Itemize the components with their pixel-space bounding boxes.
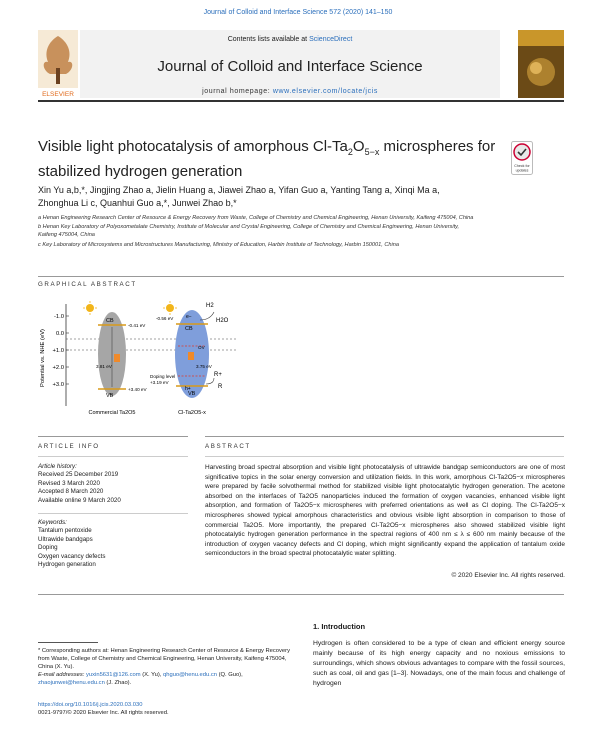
title-subscript: 5−x xyxy=(364,147,380,157)
abstract-rule xyxy=(205,436,564,437)
ga-ov-label: OV xyxy=(198,345,205,350)
email-label: E-mail addresses: xyxy=(38,672,85,678)
keywords-rule xyxy=(38,513,188,514)
ga-y-axis-label: Potential vs. NHE (eV) xyxy=(40,329,46,387)
issn-line: 0021-9797/© 2020 Elsevier Inc. All rights reserved. xyxy=(38,710,169,716)
journal-title: Journal of Colloid and Interface Science xyxy=(157,58,423,75)
keyword: Tantalum pentoxide xyxy=(38,527,92,535)
ga-tick: 0.0 xyxy=(55,331,64,337)
doi-link[interactable]: https://doi.org/10.1016/j.jcis.2020.03.030 xyxy=(38,702,143,708)
footnote-rule xyxy=(38,642,98,643)
keyword: Oxygen vacancy defects xyxy=(38,552,106,560)
svg-text:updates: updates xyxy=(515,168,529,173)
affiliation-c: c Key Laboratory of Microsystems and Microstructures Manufacturing, Ministry of Education, Harbin Institute of Technology, Harbin 150001, China xyxy=(38,242,399,248)
ga-photon-icon-left xyxy=(114,354,120,362)
ga-photon-icon-right xyxy=(188,352,194,360)
footnote-block xyxy=(38,647,300,687)
ga-h2-label: H2 xyxy=(206,303,214,309)
ga-tick: +1.0 xyxy=(52,348,64,354)
title-subscript: 2 xyxy=(347,147,353,157)
ga-gap-right: 3.75 eV xyxy=(196,364,212,369)
email-owner: (Q. Guo), xyxy=(216,672,243,678)
ga-r-plus-label: R+ xyxy=(214,372,222,378)
history-revised: Revised 3 March 2020 xyxy=(38,479,100,487)
abstract-subrule xyxy=(205,456,564,457)
abstract-heading: ABSTRACT xyxy=(205,443,251,450)
ga-vb-left: VB xyxy=(106,393,114,399)
ga-tick: +2.0 xyxy=(52,365,64,371)
affiliation-b: b Henan Key Laboratory of Polyoxometalate Chemistry, Institute of Molecular and Crystal Engineering, College of Chemistry and Chemical Engineering, Henan University, xyxy=(38,224,460,230)
email-line xyxy=(38,671,300,687)
keyword: Doping xyxy=(38,544,58,552)
history-online: Available online 9 March 2020 xyxy=(38,496,121,504)
ga-r-label: R xyxy=(218,384,223,390)
authors-line-2[interactable]: Zhonghua Li c, Quanhui Guo a,*, Junwei Zhao b,* xyxy=(38,198,237,208)
homepage-link[interactable]: www.elsevier.com/locate/jcis xyxy=(272,88,378,95)
history-received: Received 25 December 2019 xyxy=(38,471,119,479)
title-part: Visible light photocatalysis of amorphous Cl-Ta xyxy=(38,138,348,155)
affiliation-b-cont: Kaifeng 475004, China xyxy=(38,232,95,238)
graphical-abstract-heading: GRAPHICAL ABSTRACT xyxy=(38,281,137,288)
author-list xyxy=(38,184,558,210)
check-for-updates-icon[interactable] xyxy=(511,141,533,175)
ga-cb-left: CB xyxy=(106,318,114,324)
ga-electron-label: e− xyxy=(186,314,192,320)
abstract-body: Harvesting broad spectral absorption and visible light photocatalysis of ultrawide bandgap semiconductors are one of most significative topics in the solar energy conversion and utilization fields. In this work, amorphous Cl-Ta2O5−x microspheres were prepared by facile solvothermal method for stabilized visible light photocatalytic hydrogen generation. The acetone absorbed on the interfaces of Ta2O5 nanoparticles induced the formation of oxygen vacancies, enhanced visible light absorption, and formation of Ta2O5−x microspheres with preferred orientations as well as Cl doping. The Cl-Ta2O5−x microspheres showed typical amorphous characteristics and obvious visible light absorption in comparison to those of commercial Ta2O5. More importantly, the prepared Cl-Ta2O5−x microspheres also showed stabilized visible light photocatalytic hydrogen generation performance in the spectral regions of 400 nm ≤ λ ≤ 600 nm mainly because of the introduction of oxygen vacancy defects and Cl doping, which might significantly expand the application of tantalum oxide semiconductors in the broad spectral photocatalytic water splitting. xyxy=(205,464,565,558)
info-rule xyxy=(38,436,188,437)
ga-cb-left-value: -0.41 eV xyxy=(128,323,146,328)
ga-left-label: Commercial Ta2O5 xyxy=(88,410,136,416)
abstract-copyright: © 2020 Elsevier Inc. All rights reserved. xyxy=(451,572,565,579)
ga-vb-left-value: +3.40 eV xyxy=(128,387,147,392)
elsevier-logo xyxy=(38,30,78,100)
email-link[interactable]: yuxin5631@126.com xyxy=(86,672,141,678)
graphical-abstract-figure xyxy=(38,296,248,418)
journal-cover-image xyxy=(518,30,564,98)
ga-vb-right-value: +3.19 eV xyxy=(150,380,169,385)
elsevier-wordmark: ELSEVIER xyxy=(42,91,74,98)
doi-block xyxy=(38,701,300,717)
email-link[interactable]: qhguo@henu.edu.cn xyxy=(163,672,217,678)
abstract-end-rule xyxy=(38,594,564,595)
email-link[interactable]: zhaojunwei@henu.edu.cn xyxy=(38,680,105,686)
email-owner: (X. Yu), xyxy=(140,672,164,678)
sciencedirect-link[interactable]: ScienceDirect xyxy=(309,36,353,43)
keywords-block xyxy=(38,519,188,569)
contents-availability xyxy=(80,36,500,43)
svg-text:Check for: Check for xyxy=(514,164,530,168)
title-part: microspheres for xyxy=(379,138,496,155)
title-line-2: stabilized hydrogen generation xyxy=(38,163,243,180)
ga-tick: +3.0 xyxy=(52,382,64,388)
header-rule xyxy=(38,100,564,102)
introduction-heading: 1. Introduction xyxy=(313,622,366,631)
ga-cb-right: CB xyxy=(185,326,193,332)
ga-hole-label: h+ xyxy=(185,386,191,392)
history-label: Article history: xyxy=(38,463,77,470)
ga-rule xyxy=(38,276,564,277)
keyword: Ultrawide bandgaps xyxy=(38,535,93,543)
introduction-body: Hydrogen is often considered to be a type of clean and efficient energy source mainly because of its high energy capacity and no noxious emissions to surroundings, which shows obvious advantages to compare with the fossil sources, such as coal, oil and gas [1–3]. Nowadays, one of the main focus and challenge of hydrogen xyxy=(313,640,565,687)
authors-line-1[interactable]: Xin Yu a,b,*, Jingjing Zhao a, Jielin Huang a, Jiawei Zhao a, Yifan Guo a, Yanting Tang a, Xinqi Ma a, xyxy=(38,185,440,195)
article-history xyxy=(38,463,188,505)
ga-tick: -1.0 xyxy=(54,314,64,320)
ga-right-label: Cl-Ta2O5-x xyxy=(178,410,206,416)
keywords-label: Keywords: xyxy=(38,519,67,526)
affiliation-a: a Henan Engineering Research Center of Resource & Energy Recovery from Waste, College of Chemistry and Chemical Engineering, Henan University, Kaifeng 475004, China xyxy=(38,215,474,221)
sun-icon xyxy=(83,301,97,315)
ga-cb-right-value: -0.56 eV xyxy=(156,316,174,321)
history-accepted: Accepted 8 March 2020 xyxy=(38,488,104,496)
keyword: Hydrogen generation xyxy=(38,561,96,569)
article-title xyxy=(38,137,498,181)
ga-doping-label: Doping level xyxy=(150,374,176,379)
sun-icon xyxy=(163,301,177,315)
ga-vb-right: VB xyxy=(188,391,196,397)
article-info-heading: ARTICLE INFO xyxy=(38,443,100,450)
journal-citation-line[interactable]: Journal of Colloid and Interface Science 572 (2020) 141–150 xyxy=(203,9,393,16)
email-owner: (J. Zhao). xyxy=(104,680,132,686)
ga-arrow xyxy=(206,378,214,384)
info-subrule xyxy=(38,456,188,457)
corresponding-note: * Corresponding authors at: Henan Engineering Research Center of Resource & Energy Recovery from Waste, College of Chemistry and Chemical Engineering, Henan University, Kaifeng 475004, China (X. Yu). xyxy=(38,648,290,670)
journal-homepage xyxy=(80,88,500,95)
ga-gap-left: 3.81 eV xyxy=(96,364,112,369)
title-part: O xyxy=(352,138,365,155)
homepage-prefix: journal homepage: xyxy=(202,88,271,95)
contents-prefix: Contents lists available at xyxy=(227,36,308,43)
ga-h2o-label: H2O xyxy=(216,318,229,324)
